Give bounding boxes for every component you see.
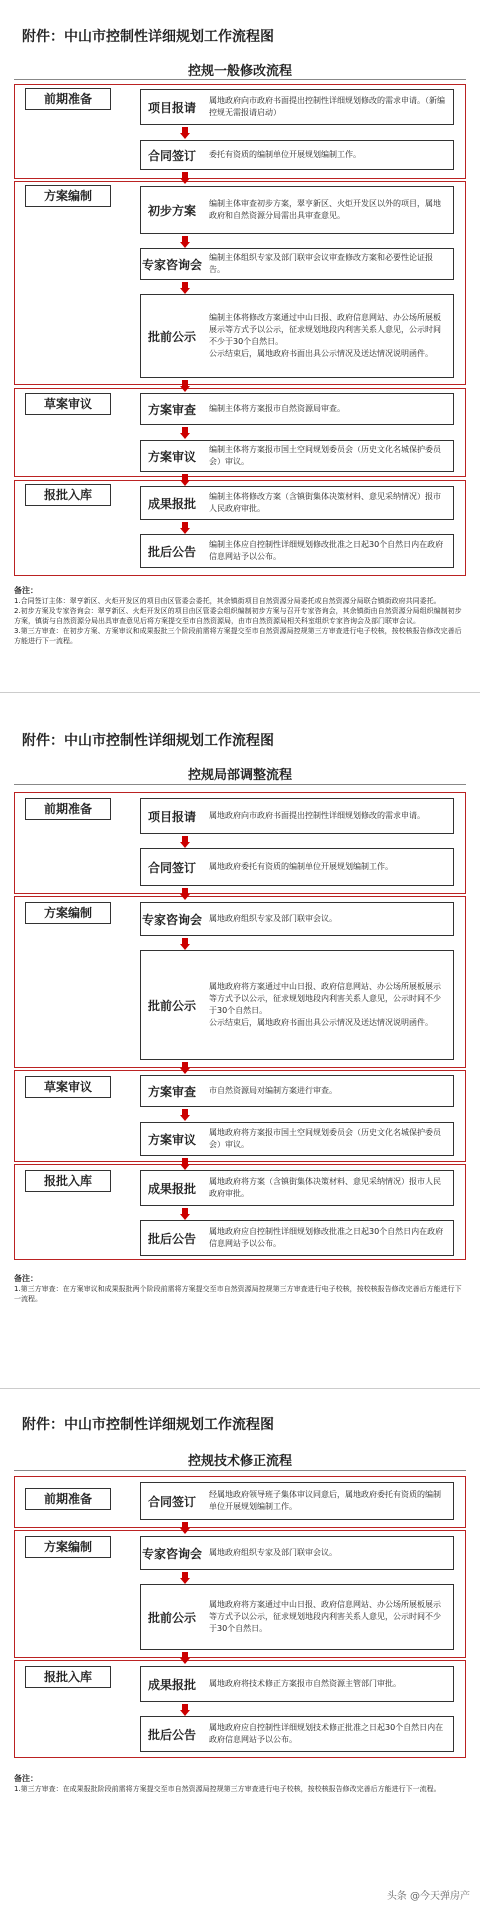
step-label: 批后公告 [147, 1727, 196, 1742]
step-description: 编制主体将修改方案（含镇街集体决策材料、意见采纳情况）报市人民政府审批。 [209, 492, 441, 513]
step-label: 方案审议 [147, 449, 196, 464]
flow-subtitle: 控规局部调整流程 [187, 768, 292, 783]
flow-page-3 [0, 1392, 480, 1908]
flow-step [140, 902, 454, 936]
flow-page-2 [0, 696, 480, 1386]
notes [14, 586, 466, 646]
step-label: 合同签订 [147, 1494, 196, 1509]
step-label: 专家咨询会 [141, 1546, 202, 1561]
down-arrow-icon [180, 236, 190, 248]
flow-step [140, 89, 454, 125]
step-label: 合同签订 [147, 148, 196, 163]
flow-step [140, 1220, 454, 1256]
step-label: 批前公示 [147, 1610, 196, 1625]
flow-step [140, 1122, 454, 1156]
down-arrow-icon [180, 1522, 190, 1534]
watermark-footer: 头条 @今天弹房产 [386, 1891, 470, 1902]
section-label: 报批入库 [25, 1666, 111, 1688]
flow-step [140, 534, 454, 568]
step-description: 经属地政府领导班子集体审议同意后，属地政府委托有资质的编制单位开展规划编制工作。 [209, 1490, 441, 1511]
notes [14, 1774, 466, 1794]
flow-step [140, 140, 454, 170]
doc-title: 附件：中山市控制性详细规划工作流程图 [22, 1417, 274, 1433]
step-label: 项目报请 [147, 100, 196, 115]
notes-title: 备注： [14, 586, 38, 595]
flow-step [140, 848, 454, 886]
flow-subtitle: 控规一般修改流程 [187, 64, 292, 79]
step-description: 属地政府将方案通过中山日报、政府信息网站、办公场所展板展示等方式予以公示，征求规划地段内利害关系人意见，公示时间不少于30个自然日。 公示结束后，属地政府书面出具公示情况及送达情况说明函件。 [209, 982, 441, 1027]
flow-step [140, 294, 454, 378]
step-description: 编制主体组织专家及部门联审会议审查修改方案和必要性论证报告。 [209, 253, 433, 274]
down-arrow-icon [180, 172, 190, 184]
step-label: 方案审查 [147, 402, 196, 417]
down-arrow-icon [180, 836, 190, 848]
step-description: 编制主体审查初步方案，翠亨新区、火炬开发区以外的项目，属地政府和自然资源分局需出具审查意见。 [209, 199, 441, 220]
flow-step [140, 1170, 454, 1206]
down-arrow-icon [180, 1572, 190, 1584]
step-description: 属地政府将方案（含镇街集体决策材料、意见采纳情况）报市人民政府审批。 [209, 1177, 441, 1198]
flow-step [140, 186, 454, 234]
step-label: 批后公告 [147, 544, 196, 559]
step-label: 初步方案 [147, 203, 196, 218]
step-description: 属地政府应自控制性详细规划技术修正批准之日起30个自然日内在政府信息网站予以公布。 [209, 1723, 444, 1744]
step-description: 属地政府将方案报市国土空间规划委员会（历史文化名城保护委员会）审议。 [209, 1128, 441, 1149]
flow-step [140, 798, 454, 834]
step-description: 市自然资源局对编制方案进行审查。 [209, 1086, 337, 1095]
flow-subtitle: 控规技术修正流程 [187, 1454, 292, 1469]
step-label: 方案审查 [147, 1084, 196, 1099]
step-label: 成果报批 [147, 1181, 196, 1196]
step-description: 属地政府向市政府书面提出控制性详细规划修改的需求申请。 [209, 811, 425, 820]
step-label: 合同签订 [147, 860, 196, 875]
note-item: 2.初步方案及专家咨询会：翠亨新区、火炬开发区的项目由区管委会组织编制初步方案与召开专家咨询会，其余镇街由自然资源分局组织编制初步方案，镇街与自然资源分局出具审查意见后将方案提交至市自然资源局，由市自然资源局相关科室组织专家咨询会及部门联审会议。 [14, 607, 462, 625]
down-arrow-icon [180, 888, 190, 900]
step-description: 属地政府将方案通过中山日报、政府信息网站、办公场所展板展示等方式予以公示，征求规划地段内利害关系人意见，公示时间不少于30个自然日。 [209, 1600, 441, 1633]
note-item: 3.第三方审查：在初步方案、方案审议和成果报批三个阶段前需将方案提交至市自然资源局控规第三方审查进行电子校核，按校核报告修改完善后方能进行下一流程。 [14, 627, 462, 645]
section-label: 方案编制 [25, 902, 111, 924]
section-label: 报批入库 [25, 1170, 111, 1192]
step-description: 属地政府将技术修正方案报市自然资源主管部门审批。 [209, 1679, 401, 1688]
divider-line [14, 784, 466, 785]
section-label: 方案编制 [25, 1536, 111, 1558]
step-description: 编制主体应自控制性详细规划修改批准之日起30个自然日内在政府信息网站予以公布。 [209, 540, 444, 561]
section-label: 前期准备 [25, 88, 111, 110]
flow-page-1 [0, 0, 480, 690]
step-label: 专家咨询会 [141, 912, 202, 927]
section-label: 前期准备 [25, 1488, 111, 1510]
down-arrow-icon [180, 474, 190, 486]
step-description: 属地政府组织专家及部门联审会议。 [209, 914, 337, 923]
flow-step [140, 1584, 454, 1650]
down-arrow-icon [180, 1208, 190, 1220]
step-description: 编制主体将方案报市自然资源局审查。 [209, 404, 345, 413]
step-description: 属地政府委托有资质的编制单位开展规划编制工作。 [209, 862, 393, 871]
flow-step [140, 950, 454, 1060]
flow-step [140, 393, 454, 425]
step-label: 批前公示 [147, 329, 196, 344]
note-item: 1.合同签订主体：翠亨新区、火炬开发区的项目由区管委会委托，其余镇街项目自然资源分局委托或自然资源分局联合镇街政府共同委托。 [14, 597, 441, 605]
flow-step [140, 486, 454, 520]
step-description: 编制主体将修改方案通过中山日报、政府信息网站、办公场所展板展示等方式予以公示，征求规划地段内利害关系人意见，公示时间不少于30个自然日。 公示结束后，属地政府书面出具公示情况及送达情况说明函件。 [209, 313, 441, 358]
doc-title: 附件：中山市控制性详细规划工作流程图 [22, 29, 274, 45]
down-arrow-icon [180, 127, 190, 139]
notes-title: 备注： [14, 1774, 38, 1783]
divider-line [14, 1470, 466, 1471]
flow-step [140, 1536, 454, 1570]
flow-step [140, 1716, 454, 1752]
step-label: 成果报批 [147, 496, 196, 511]
doc-title: 附件：中山市控制性详细规划工作流程图 [22, 733, 274, 749]
section-label: 草案审议 [25, 1076, 111, 1098]
down-arrow-icon [180, 522, 190, 534]
section-label: 草案审议 [25, 393, 111, 415]
flow-step [140, 1482, 454, 1520]
step-description: 属地政府向市政府书面提出控制性详细规划修改的需求申请。（新编控规无需报请启动） [209, 96, 445, 117]
note-item: 1.第三方审查：在成果报批阶段前需将方案提交至市自然资源局控规第三方审查进行电子校核，按校核报告修改完善后方能进行下一流程。 [14, 1785, 441, 1793]
down-arrow-icon [180, 1704, 190, 1716]
down-arrow-icon [180, 1652, 190, 1664]
section-label: 方案编制 [25, 185, 111, 207]
flow-step [140, 440, 454, 472]
divider-line [14, 79, 466, 80]
notes [14, 1274, 466, 1304]
step-description: 属地政府组织专家及部门联审会议。 [209, 1548, 337, 1557]
flow-step [140, 248, 454, 280]
step-label: 成果报批 [147, 1677, 196, 1692]
down-arrow-icon [180, 1062, 190, 1074]
step-description: 属地政府应自控制性详细规划修改批准之日起30个自然日内在政府信息网站予以公布。 [209, 1227, 444, 1248]
flow-step [140, 1075, 454, 1107]
note-item: 1.第三方审查：在方案审议和成果报批两个阶段前需将方案提交至市自然资源局控规第三方审查进行电子校核，按校核报告修改完善后方能进行下一流程。 [14, 1285, 462, 1303]
down-arrow-icon [180, 427, 190, 439]
step-description: 委托有资质的编制单位开展规划编制工作。 [209, 150, 361, 159]
flow-step [140, 1666, 454, 1702]
step-label: 专家咨询会 [141, 257, 202, 272]
down-arrow-icon [180, 282, 190, 294]
step-label: 批后公告 [147, 1231, 196, 1246]
down-arrow-icon [180, 1109, 190, 1121]
down-arrow-icon [180, 1158, 190, 1170]
notes-title: 备注： [14, 1274, 38, 1283]
section-label: 前期准备 [25, 798, 111, 820]
page-divider [0, 692, 480, 693]
section-label: 报批入库 [25, 484, 111, 506]
page-divider [0, 1388, 480, 1389]
step-label: 方案审议 [147, 1132, 196, 1147]
step-label: 批前公示 [147, 998, 196, 1013]
step-label: 项目报请 [147, 809, 196, 824]
down-arrow-icon [180, 380, 190, 392]
down-arrow-icon [180, 938, 190, 950]
step-description: 编制主体将方案报市国土空间规划委员会（历史文化名城保护委员会）审议。 [209, 445, 441, 466]
